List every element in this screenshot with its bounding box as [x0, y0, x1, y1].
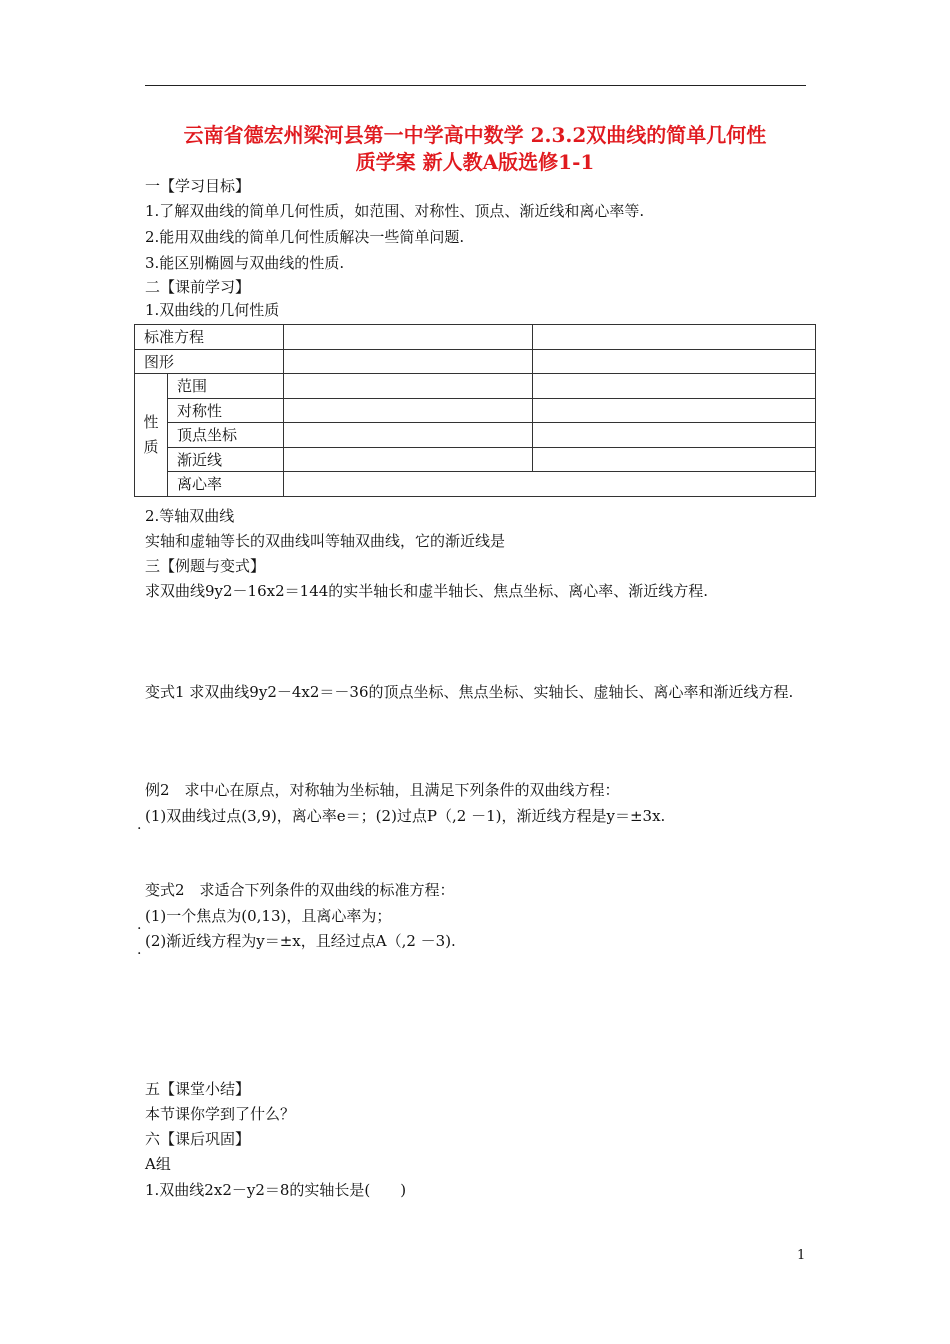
property-group-char-1: 性: [143, 412, 159, 431]
margin-mark: .: [137, 817, 142, 833]
table-cell-empty: [284, 325, 533, 350]
table-row: [135, 472, 816, 497]
property-asymptote: 渐近线: [168, 447, 284, 472]
objective-1: 1.了解双曲线的简单几何性质，如范围、对称性、顶点、渐近线和离心率等.: [145, 202, 645, 220]
property-group-char-2: 质: [143, 437, 159, 456]
variant-2-title: 变式2 求适合下列条件的双曲线的标准方程：: [145, 881, 455, 899]
document-title-line2: 质学案 新人教A版选修1-1: [355, 150, 595, 174]
equiaxed-text: 实轴和虚轴等长的双曲线叫等轴双曲线，它的渐近线是: [145, 532, 506, 550]
example-2-conditions: (1)双曲线过点(3,9)，离心率e＝；(2)过点P（,2 －1)，渐近线方程是y＝±3x.: [145, 807, 666, 825]
property-symmetry: 对称性: [168, 398, 284, 423]
section3-heading: 三【例题与变式】: [145, 557, 266, 575]
table-row: [135, 374, 816, 399]
section6-heading: 六【课后巩固】: [145, 1130, 251, 1148]
hyperbola-properties-table: [134, 324, 816, 497]
property-eccentricity: 离心率: [168, 472, 284, 497]
row-graph: 图形: [135, 349, 284, 374]
row-standard-equation: 标准方程: [135, 325, 284, 350]
table-cell-empty: [533, 349, 816, 374]
table-cell-empty: [533, 325, 816, 350]
table-cell-empty: [284, 349, 533, 374]
document-title-line1: 云南省德宏州梁河县第一中学高中数学 2.3.2双曲线的简单几何性: [183, 123, 767, 147]
section2-subheading: 1.双曲线的几何性质: [145, 301, 280, 319]
table-row: [135, 325, 816, 350]
summary-question: 本节课你学到了什么？: [145, 1105, 296, 1123]
variant-2-item-1: (1)一个焦点为(0,13)，且离心率为；: [145, 907, 392, 925]
table-row: [135, 447, 816, 472]
table-cell-empty: [533, 374, 816, 399]
table-cell-empty: [284, 472, 816, 497]
table-cell-empty: [284, 398, 533, 423]
question-1: 1.双曲线2x2－y2＝8的实轴长是( ): [145, 1181, 407, 1199]
table-cell-empty: [533, 423, 816, 448]
margin-mark: .: [137, 917, 142, 933]
table-cell-empty: [284, 374, 533, 399]
section2-heading: 二【课前学习】: [145, 278, 251, 296]
example-1: 求双曲线9y2－16x2＝144的实半轴长和虚半轴长、焦点坐标、离心率、渐近线方程.: [145, 582, 709, 600]
table-row: [135, 349, 816, 374]
example-2-title: 例2 求中心在原点，对称轴为坐标轴，且满足下列条件的双曲线方程：: [145, 781, 620, 799]
property-group-cell: [135, 374, 168, 497]
page-number: 1: [797, 1248, 806, 1263]
group-a-label: A组: [145, 1155, 171, 1173]
equiaxed-title: 2.等轴双曲线: [145, 507, 235, 525]
header-rule: [145, 85, 806, 86]
objective-2: 2.能用双曲线的简单几何性质解决一些简单问题.: [145, 228, 465, 246]
section5-heading: 五【课堂小结】: [145, 1080, 251, 1098]
property-range: 范围: [168, 374, 284, 399]
margin-mark: .: [137, 942, 142, 958]
property-vertex: 顶点坐标: [168, 423, 284, 448]
table-cell-empty: [533, 447, 816, 472]
table-cell-empty: [533, 398, 816, 423]
variant-2-item-2: (2)渐近线方程为y＝±x，且经过点A（,2 －3).: [145, 932, 456, 950]
section1-heading: 一【学习目标】: [145, 177, 251, 195]
table-cell-empty: [284, 423, 533, 448]
table-cell-empty: [284, 447, 533, 472]
table-row: [135, 423, 816, 448]
objective-3: 3.能区别椭圆与双曲线的性质.: [145, 254, 345, 272]
table-row: [135, 398, 816, 423]
variant-1: 变式1 求双曲线9y2－4x2＝－36的顶点坐标、焦点坐标、实轴长、虚轴长、离心率和渐近线方程.: [145, 683, 794, 701]
